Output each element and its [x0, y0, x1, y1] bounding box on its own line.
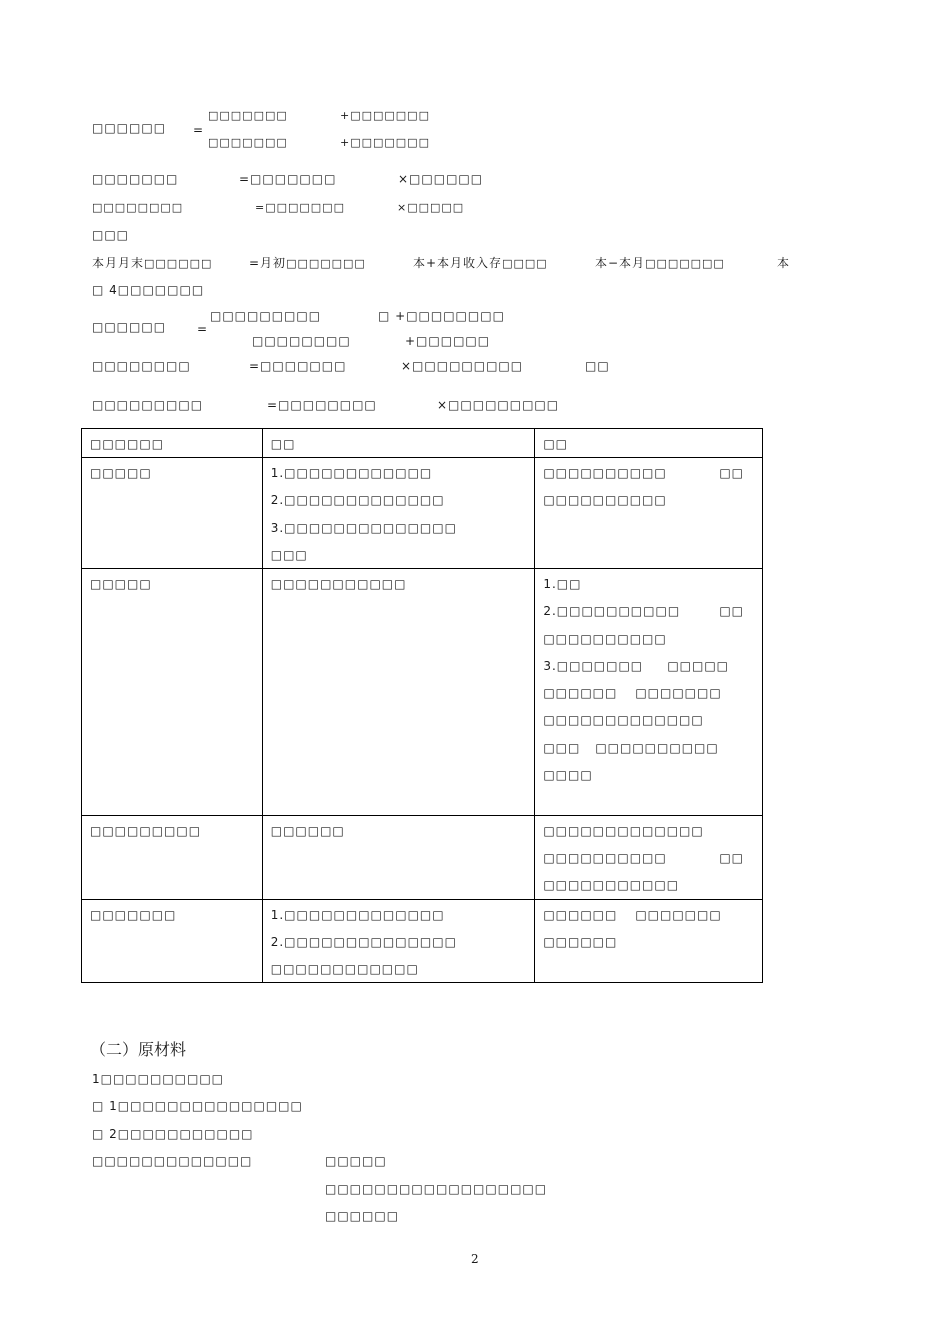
formula-7-denominator-a: □□□□□□□□ [252, 334, 351, 348]
formula-9-label: □□□□□□□□□ [92, 398, 204, 412]
formula-1-denominator-a: □□□□□□□ [208, 136, 288, 149]
formula-7-numerator-a: □□□□□□□□□ [210, 309, 322, 323]
formula-1-equals: = [193, 123, 205, 137]
table-cell-line: □□ [719, 466, 745, 480]
table-cell: □□□□□□□□□ [90, 824, 202, 838]
table-cell: □□□□□□□ [90, 908, 177, 922]
table-cell-line: □□□□□□□□□□ [595, 741, 719, 755]
section-line-2: □ 1□□□□□□□□□□□□□□□ [92, 1099, 303, 1113]
formula-3-right: ×□□□□□ [397, 201, 465, 214]
table-cell-line: □□□□□□□□□□ [543, 493, 667, 507]
table-cell-line: □□ [719, 604, 745, 618]
formula-5-d-small: □□□□□□□ [645, 257, 725, 270]
formula-5-part-a [92, 256, 212, 271]
formula-4-label: □□□ [92, 228, 130, 242]
formula-9-right: ×□□□□□□□□□ [437, 398, 560, 412]
comparison-table [81, 428, 763, 983]
formula-8-label: □□□□□□□□ [92, 359, 191, 373]
table-cell-line: □□□□□□ [543, 686, 618, 700]
formula-5-d-text: 本−本月 [595, 256, 646, 270]
table-row [82, 458, 763, 569]
formula-5-part-c [413, 256, 548, 271]
table-cell-line: 1.□□□□□□□□□□□□ [270, 466, 433, 480]
formula-1-numerator-a: □□□□□□□ [208, 109, 288, 122]
table-row [82, 816, 763, 900]
table-header-row [82, 429, 763, 458]
formula-7-label: □□□□□□ [92, 320, 167, 334]
section-line-4-label: □□□□□□□□□□□□□ [92, 1154, 253, 1168]
formula-5-part-b [249, 256, 366, 271]
table-cell-line: □□□□□□□□□□□□□ [543, 824, 704, 838]
table-cell-line: □□□□□□□□□□□□□ [543, 713, 704, 727]
formula-7-equals: = [197, 322, 209, 336]
section-line-4-right-2: □□□□□□□□□□□□□□□□□□ [325, 1182, 548, 1196]
table-cell-line: 3.□□□□□□□□□□□□□□ [270, 521, 457, 535]
table-cell-line: □□□□□□□□□□□ [543, 878, 680, 892]
formula-5-c-text: 本+本月收入存 [413, 256, 503, 270]
table-cell-line: □□□ [543, 741, 581, 755]
formula-2-right: ×□□□□□□ [398, 172, 484, 186]
section-line-1: 1□□□□□□□□□□ [92, 1072, 225, 1086]
table-row [82, 569, 763, 816]
formula-8-tail: □□ [585, 359, 610, 373]
page-number: 2 [471, 1252, 479, 1266]
formula-1-label: □□□□□□ [92, 121, 167, 135]
table-cell: □□□□□□ [270, 824, 345, 838]
table-cell-line: □□□□□□□□□□□□ [270, 962, 419, 976]
table-cell: □□□□□ [90, 466, 152, 480]
formula-1-numerator-b: +□□□□□□□ [340, 109, 430, 122]
table-cell-line: □□□ [270, 548, 308, 562]
table-cell-line: □□□□□□□□□□ [543, 851, 667, 865]
table-cell-line: □□□□□□□□□□ [543, 632, 667, 646]
table-cell-line: □□□□□□□ [635, 908, 722, 922]
table-cell-line: 3.□□□□□□□ [543, 659, 644, 673]
section-heading: （二）原材料 [90, 1040, 187, 1059]
table-cell-line: □□ [719, 851, 745, 865]
formula-5-part-d [595, 256, 725, 271]
table-cell-line: □□□□□ [667, 659, 730, 673]
formula-8-middle: =□□□□□□□ [249, 359, 347, 373]
formula-7-numerator-b: □ +□□□□□□□□ [378, 309, 505, 323]
section-line-4-right-3: □□□□□□ [325, 1209, 400, 1223]
table-row [82, 900, 763, 983]
formula-7-denominator-b: +□□□□□□ [405, 334, 491, 348]
formula-5-a-small: □□□□□□ [144, 257, 213, 270]
formula-3-middle: =□□□□□□□ [255, 201, 345, 214]
formula-5-b-small: □□□□□□□ [286, 257, 366, 270]
table-cell-line: 2.□□□□□□□□□□ [543, 604, 681, 618]
formula-8-right: ×□□□□□□□□□ [401, 359, 524, 373]
section-line-3: □ 2□□□□□□□□□□□ [92, 1127, 254, 1141]
table-header-cell: □□ [270, 437, 296, 451]
formula-2-middle: =□□□□□□□ [239, 172, 337, 186]
formula-5-part-e: 本 [777, 256, 791, 270]
formula-9-middle: =□□□□□□□□ [267, 398, 377, 412]
table-cell-line: □□□□□□ [543, 935, 618, 949]
table-cell-line: 1.□□□□□□□□□□□□□ [270, 908, 445, 922]
table-cell-line: 1.□□ [543, 577, 582, 591]
formula-5-b-text: =月初 [249, 256, 287, 270]
table-cell-line: □□□□ [543, 768, 593, 782]
formula-3-label: □□□□□□□□ [92, 201, 184, 214]
table-header-cell: □□ [543, 437, 569, 451]
formula-2-label: □□□□□□□ [92, 172, 179, 186]
table-cell: □□□□□□□□□□□ [270, 577, 407, 591]
formula-5-c-small: □□□□ [502, 257, 548, 270]
table-cell-line: 2.□□□□□□□□□□□□□ [270, 493, 445, 507]
table-cell-line: □□□□□□ [543, 908, 618, 922]
table-header-cell: □□□□□□ [90, 437, 165, 451]
formula-1-denominator-b: +□□□□□□□ [340, 136, 430, 149]
formula-5-a-text: 本月月末 [92, 256, 145, 270]
formula-6-label: □ 4□□□□□□□ [92, 283, 205, 297]
table-cell-line: □□□□□□□ [635, 686, 722, 700]
table-cell: □□□□□ [90, 577, 152, 591]
table-cell-line: 2.□□□□□□□□□□□□□□ [270, 935, 457, 949]
table-cell-line: □□□□□□□□□□ [543, 466, 667, 480]
section-line-4-right-1: □□□□□ [325, 1154, 387, 1168]
